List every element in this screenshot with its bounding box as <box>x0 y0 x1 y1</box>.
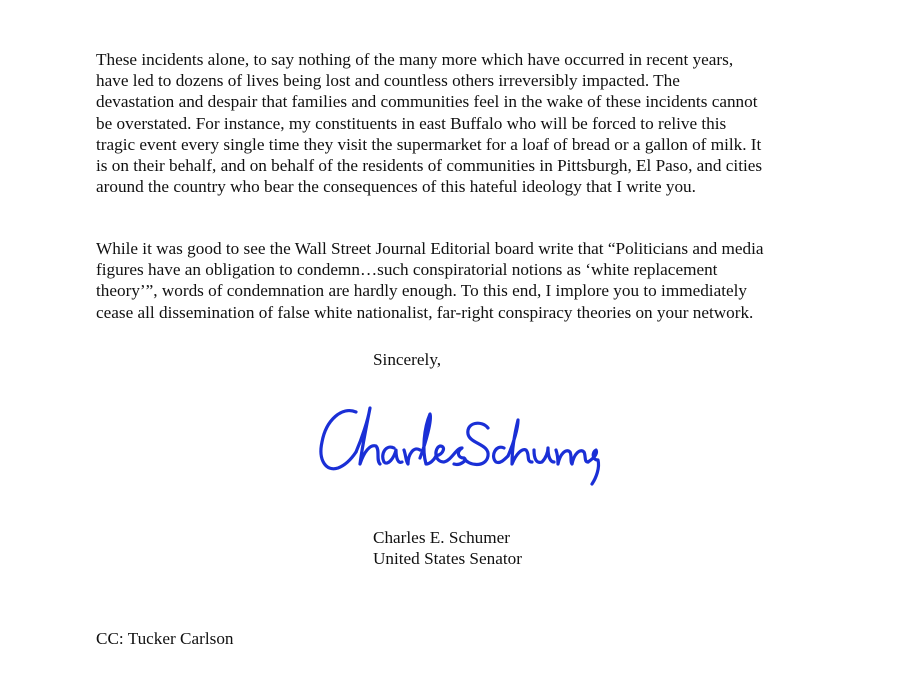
body-paragraph-2 <box>96 238 816 323</box>
signer-name: Charles E. Schumer <box>373 528 510 547</box>
paragraph-line: theory’”, words of condemnation are hardly enough. To this end, I implore you to immediately <box>96 281 747 301</box>
closing-salutation: Sincerely, <box>373 350 442 369</box>
paragraph-line: be overstated. For instance, my constituents in east Buffalo who will be forced to relive this <box>96 113 727 133</box>
paragraph-line: cease all dissemination of false white nationalist, far-right conspiracy theories on your network. <box>96 302 754 322</box>
cc-line: CC: Tucker Carlson <box>96 629 234 648</box>
paragraph-line: around the country who bear the consequences of this hateful ideology that I write you. <box>96 177 696 197</box>
paragraph-line: These incidents alone, to say nothing of the many more which have occurred in recent years, <box>96 50 734 69</box>
signer-title: United States Senator <box>373 549 522 568</box>
paragraph-line: tragic event every single time they visit the supermarket for a loaf of bread or a gallon of milk. It <box>96 134 762 154</box>
handwritten-signature <box>312 398 602 490</box>
paragraph-line: While it was good to see the Wall Street Journal Editorial board write that “Politicians and media <box>96 239 764 258</box>
body-paragraph-1 <box>96 49 816 197</box>
paragraph-line: is on their behalf, and on behalf of the residents of communities in Pittsburgh, El Paso, and cities <box>96 156 763 176</box>
paragraph-line: figures have an obligation to condemn…such conspiratorial notions as ‘white replacement <box>96 260 718 280</box>
paragraph-line: have led to dozens of lives being lost and countless others irreversibly impacted. The <box>96 71 680 91</box>
paragraph-line: devastation and despair that families and communities feel in the wake of these incidents cannot <box>96 92 758 112</box>
